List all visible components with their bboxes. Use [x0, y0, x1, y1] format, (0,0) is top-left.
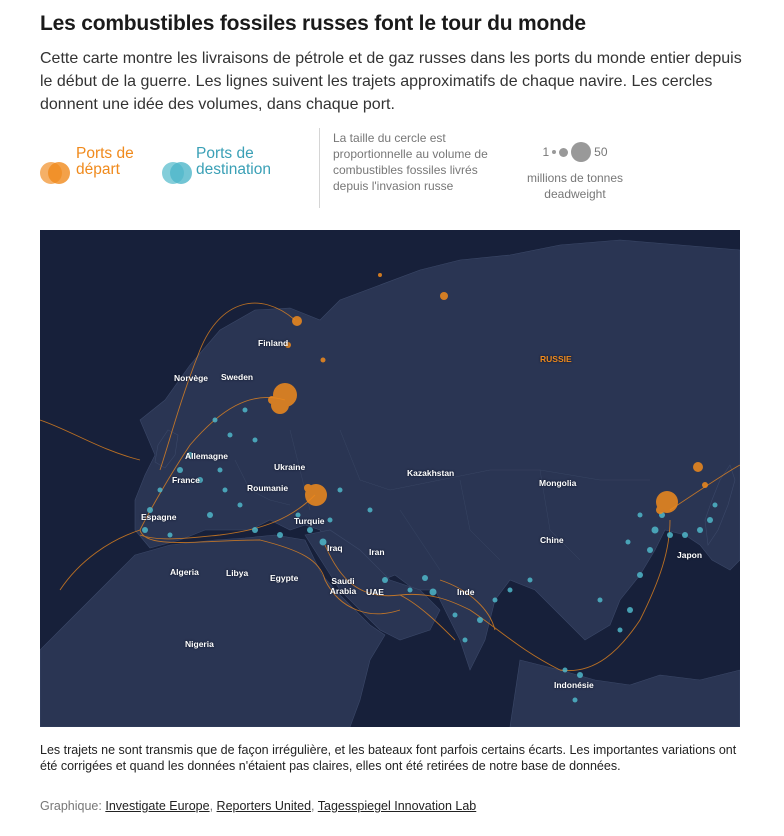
label-kazakhstan: Kazakhstan: [407, 468, 455, 478]
label-uae: UAE: [366, 587, 384, 597]
source-link-tagesspiegel[interactable]: Tagesspiegel Innovation Lab: [317, 799, 477, 813]
page-subtitle: Cette carte montre les livraisons de pétrole et de gaz russes dans les ports du monde entier depuis le début de la guerre. Les lignes suivent les trajets approximatifs de chaque navire. Les cercles donnent une idée des volumes, dans chaque port.: [40, 50, 742, 113]
label-iran: Iran: [369, 547, 385, 557]
label-saudi-arabia: Saudi Arabia: [329, 576, 357, 596]
shipping-map[interactable]: [40, 230, 740, 727]
map-canvas: [40, 230, 740, 727]
label-iraq: Iraq: [327, 543, 343, 553]
label-mongolia: Mongolia: [539, 478, 577, 488]
footnote: Les trajets ne sont transmis que de façon irrégulière, et les bateaux font parfois certains écarts. Les importantes variations ont été corrigées et quand les données n'étaient pas claires, elles ont été retirées de notre base de données.: [40, 743, 737, 773]
label-indonesia: Indonésie: [554, 680, 594, 690]
label-nigeria: Nigeria: [185, 639, 214, 649]
land-masses: [40, 240, 740, 727]
legend-departure-label: Ports de départ: [76, 145, 134, 178]
label-romania: Roumanie: [247, 483, 289, 493]
scale-min-label: 1: [542, 145, 550, 159]
label-sweden: Sweden: [221, 372, 254, 382]
legend-divider: [319, 128, 320, 208]
label-germany: Allemagne: [185, 451, 228, 461]
scale-unit-label: millions de tonnes deadweight: [526, 171, 624, 201]
legend-destination: [160, 146, 296, 192]
legend: [40, 128, 740, 218]
label-ukraine: Ukraine: [274, 462, 306, 472]
scale-max-label: 50: [594, 145, 608, 159]
label-china: Chine: [540, 535, 564, 545]
label-russia: RUSSIE: [540, 354, 572, 364]
label-turkey: Turquie: [294, 516, 325, 526]
legend-size-note: La taille du cercle est proportionnelle au volume de combustibles fossiles livrés depuis l'invasion russe: [333, 131, 488, 193]
departure-circles-icon: [40, 162, 74, 192]
destination-circles-icon: [160, 162, 194, 192]
legend-departure: [40, 146, 146, 192]
scale-small-circle-icon: [552, 150, 556, 154]
legend-destination-label: Ports de destination: [196, 145, 271, 178]
legend-size-scale: [515, 142, 635, 202]
label-france: France: [172, 475, 200, 485]
scale-large-circle-icon: [571, 142, 591, 162]
label-libya: Libya: [226, 568, 249, 578]
route-atlantic: [40, 420, 140, 590]
source-link-investigate-europe[interactable]: Investigate Europe: [105, 799, 210, 813]
label-egypt: Egypte: [270, 573, 299, 583]
scale-mid-circle-icon: [559, 148, 568, 157]
credits: Graphique: Investigate Europe, Reporters United, Tagesspiegel Innovation Lab: [40, 799, 477, 813]
label-japan: Japon: [677, 550, 703, 560]
credits-label: Graphique:: [40, 799, 102, 813]
label-finland: Finland: [258, 338, 289, 348]
page-title: Les combustibles fossiles russes font le tour du monde: [40, 12, 586, 35]
indonesia-landmass: [510, 660, 740, 727]
label-india: Inde: [457, 587, 475, 597]
source-link-reporters-united[interactable]: Reporters United: [216, 799, 312, 813]
label-spain: Espagne: [141, 512, 177, 522]
label-algeria: Algeria: [170, 567, 199, 577]
label-norway: Norvège: [174, 373, 209, 383]
